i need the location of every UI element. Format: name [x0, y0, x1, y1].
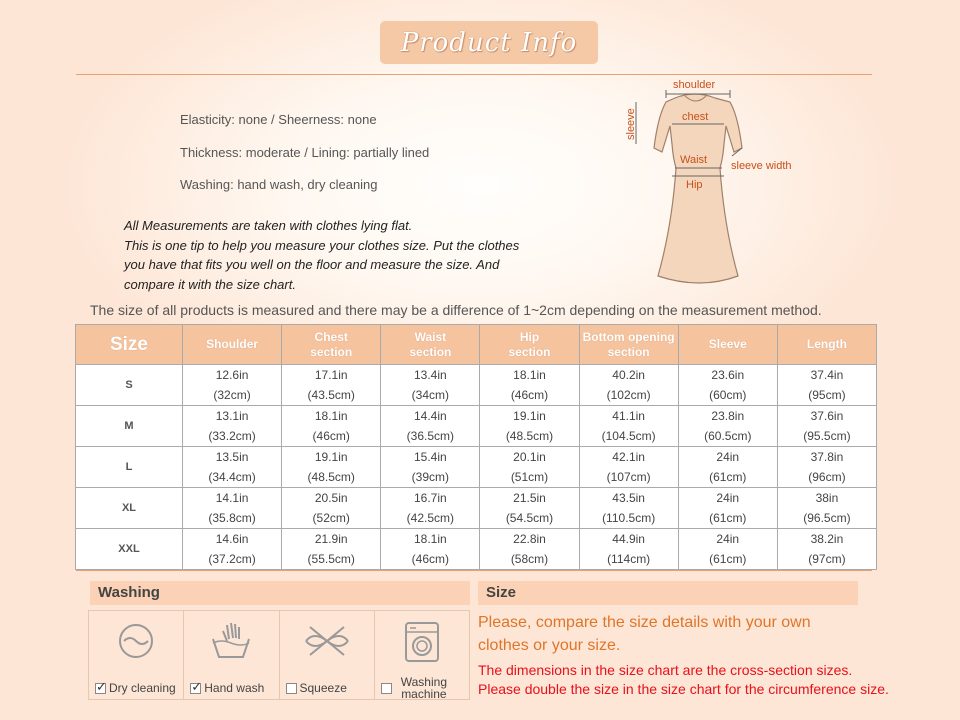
measurement-cell: [777, 365, 876, 406]
measurement-cell: [282, 365, 381, 406]
cm-value: (37.2cm): [208, 552, 256, 566]
bottom-divider: [76, 570, 872, 571]
measurement-cell: [282, 529, 381, 570]
inch-value: 16.7in: [414, 491, 447, 505]
size-cell: M: [76, 406, 183, 447]
measurement-cell: [480, 365, 579, 406]
measurement-cell: [579, 529, 678, 570]
cm-value: (55.5cm): [307, 552, 355, 566]
size-warning-line: The dimensions in the size chart are the cross-section sizes.: [478, 662, 853, 678]
table-row: [76, 529, 877, 570]
measurement-cell: [579, 365, 678, 406]
cm-value: (48.5cm): [307, 470, 355, 484]
measurement-cell: [282, 447, 381, 488]
cm-value: (95cm): [808, 388, 846, 402]
measurement-cell: [678, 529, 777, 570]
cm-value: (34cm): [411, 388, 450, 402]
measurement-cell: [183, 365, 282, 406]
table-row: [76, 447, 877, 488]
table-header-row: [76, 325, 877, 365]
washing-options: [88, 610, 470, 700]
squeeze-label: Squeeze: [299, 681, 347, 695]
no-wring-icon: [302, 621, 352, 666]
elasticity-info: Elasticity: none / Sheerness: none: [180, 112, 377, 127]
inch-value: 24in: [716, 491, 740, 505]
measurement-cell: [678, 365, 777, 406]
inch-value: 38.2in: [810, 532, 844, 546]
size-cell: XL: [76, 488, 183, 529]
cm-value: (95.5cm): [803, 429, 851, 443]
size-advice-line: Please, compare the size details with your own: [478, 614, 811, 631]
hand-wash-checkbox[interactable]: [190, 683, 201, 694]
cm-value: (61cm): [709, 470, 747, 484]
inch-value: 18.1in: [513, 368, 546, 382]
inch-value: 18.1in: [414, 532, 447, 546]
inch-value: 23.8in: [711, 409, 745, 423]
cm-value: (102cm): [606, 388, 651, 402]
size-cell: XXL: [76, 529, 183, 570]
inch-value: 12.6in: [215, 368, 249, 382]
size-chart-table: [75, 324, 877, 570]
inch-value: 14.4in: [414, 409, 447, 423]
measurement-cell: [183, 488, 282, 529]
top-divider: [76, 74, 872, 75]
inch-value: 38in: [815, 491, 839, 505]
inch-value: 21.9in: [314, 532, 348, 546]
cm-value: (43.5cm): [307, 388, 355, 402]
wash-option-washing-machine: [375, 611, 469, 699]
inch-value: 37.4in: [810, 368, 844, 382]
size-advice: [478, 611, 811, 657]
hand-wash-icon: [209, 621, 253, 666]
note-line: compare it with the size chart.: [124, 276, 296, 292]
inch-value: 13.1in: [215, 409, 249, 423]
inch-value: 13.5in: [215, 450, 249, 464]
size-heading: Size: [478, 581, 858, 605]
cm-value: (51cm): [510, 470, 549, 484]
cm-value: (58cm): [510, 552, 549, 566]
note-line: All Measurements are taken with clothes lying flat.: [124, 218, 413, 233]
table-row: [76, 406, 877, 447]
measurement-cell: [183, 447, 282, 488]
header-shoulder: Shoulder: [183, 325, 282, 365]
measurement-cell: [381, 529, 480, 570]
cm-value: (54.5cm): [505, 511, 554, 525]
measurement-cell: [480, 406, 579, 447]
measurement-cell: [678, 488, 777, 529]
cm-value: (60.5cm): [704, 429, 752, 443]
cm-value: (104.5cm): [601, 429, 656, 443]
size-advice-line: clothes or your size.: [478, 637, 621, 654]
hand-wash-label: Hand wash: [204, 681, 265, 695]
inch-value: 37.8in: [810, 450, 844, 464]
dry-cleaning-icon: [116, 621, 156, 666]
measurement-cell: [480, 529, 579, 570]
cm-value: (33.2cm): [208, 429, 256, 443]
cm-value: (46cm): [312, 429, 350, 443]
table-row: [76, 365, 877, 406]
size-warning-line: Please double the size in the size chart for the circumference size.: [478, 680, 889, 697]
header-bottom-opening: Bottom opening section: [579, 325, 678, 365]
inch-value: 23.6in: [711, 368, 745, 382]
measurement-cell: [282, 406, 381, 447]
cm-value: (42.5cm): [406, 511, 455, 525]
measurement-cell: [381, 488, 480, 529]
size-cell: L: [76, 447, 183, 488]
note-line: you have that fits you well on the floor and measure the size. And: [124, 257, 500, 272]
measurement-cell: [381, 365, 480, 406]
shoulder-label: shoulder: [673, 79, 716, 91]
note-line: This is one tip to help you measure your clothes size. Put the clothes: [124, 237, 520, 253]
inch-value: 37.6in: [810, 409, 844, 423]
inch-value: 20.1in: [513, 450, 546, 464]
measurement-cell: [777, 447, 876, 488]
size-disclaimer: The size of all products is measured and there may be a difference of 1~2cm depending on the measurement method.: [90, 302, 822, 318]
inch-value: 19.1in: [513, 409, 546, 423]
page-title: Product Info: [380, 21, 598, 64]
cm-value: (96cm): [808, 470, 846, 484]
cm-value: (110.5cm): [602, 511, 656, 525]
inch-value: 17.1in: [314, 368, 348, 382]
measurement-cell: [579, 406, 678, 447]
squeeze-checkbox[interactable]: [286, 683, 297, 694]
cm-value: (48.5cm): [505, 429, 554, 443]
wash-option-squeeze: [280, 611, 375, 699]
cm-value: (96.5cm): [803, 511, 851, 525]
inch-value: 41.1in: [612, 409, 645, 423]
thickness-info: Thickness: moderate / Lining: partially lined: [180, 145, 430, 160]
cm-value: (32cm): [213, 388, 251, 402]
cm-value: (34.4cm): [208, 470, 256, 484]
inch-value: 44.9in: [612, 532, 645, 546]
inch-value: 15.4in: [414, 450, 447, 464]
measurement-cell: [678, 406, 777, 447]
size-warning: [478, 661, 889, 698]
washing-machine-icon: [402, 621, 442, 668]
inch-value: 40.2in: [612, 368, 645, 382]
cm-value: (61cm): [709, 511, 747, 525]
table-row: [76, 488, 877, 529]
cm-value: (39cm): [411, 470, 450, 484]
washing-machine-label: Washing machine: [400, 675, 447, 701]
inch-value: 19.1in: [314, 450, 348, 464]
inch-value: 13.4in: [414, 368, 447, 382]
header-hip: Hip section: [480, 325, 579, 365]
inch-value: 18.1in: [314, 409, 348, 423]
cm-value: (36.5cm): [406, 429, 455, 443]
measurement-cell: [579, 447, 678, 488]
header-sleeve: Sleeve: [678, 325, 777, 365]
measurement-cell: [183, 406, 282, 447]
header-chest: Chest section: [282, 325, 381, 365]
waist-label: Waist: [680, 154, 708, 166]
inch-value: 43.5in: [612, 491, 645, 505]
measurement-cell: [381, 447, 480, 488]
header-waist: Waist section: [381, 325, 480, 365]
dry-cleaning-checkbox[interactable]: [95, 683, 106, 694]
inch-value: 42.1in: [612, 450, 645, 464]
header-size: Size: [76, 325, 183, 365]
hip-label: Hip: [686, 179, 703, 191]
cm-value: (46cm): [510, 388, 549, 402]
cm-value: (46cm): [411, 552, 450, 566]
inch-value: 14.6in: [215, 532, 249, 546]
header-length: Length: [777, 325, 876, 365]
cm-value: (52cm): [312, 511, 350, 525]
dress-measurement-diagram: [620, 76, 820, 296]
cm-value: (35.8cm): [208, 511, 256, 525]
measurement-cell: [579, 488, 678, 529]
measurement-cell: [480, 447, 579, 488]
sleeve-label: sleeve: [625, 108, 637, 140]
measurement-cell: [381, 406, 480, 447]
measurement-cell: [678, 447, 777, 488]
inch-value: 14.1in: [215, 491, 249, 505]
inch-value: 21.5in: [513, 491, 546, 505]
measurement-cell: [777, 406, 876, 447]
measurement-cell: [282, 488, 381, 529]
cm-value: (61cm): [709, 552, 747, 566]
inch-value: 24in: [716, 450, 740, 464]
inch-value: 24in: [716, 532, 740, 546]
cm-value: (60cm): [709, 388, 747, 402]
cm-value: (107cm): [606, 470, 651, 484]
measurement-notes: [124, 216, 519, 294]
dry-cleaning-label: Dry cleaning: [109, 681, 176, 695]
measurement-cell: [480, 488, 579, 529]
cm-value: (114cm): [607, 552, 651, 566]
measurement-cell: [183, 529, 282, 570]
cm-value: (97cm): [808, 552, 846, 566]
sleeve-width-label: sleeve width: [731, 160, 792, 172]
size-cell: S: [76, 365, 183, 406]
washing-machine-checkbox[interactable]: [381, 683, 392, 694]
inch-value: 22.8in: [513, 532, 546, 546]
wash-option-dry-cleaning: [89, 611, 184, 699]
measurement-cell: [777, 529, 876, 570]
washing-heading: Washing: [90, 581, 470, 605]
inch-value: 20.5in: [314, 491, 348, 505]
washing-info: Washing: hand wash, dry cleaning: [180, 177, 378, 192]
wash-option-hand-wash: [184, 611, 279, 699]
measurement-cell: [777, 488, 876, 529]
chest-label: chest: [682, 111, 709, 123]
